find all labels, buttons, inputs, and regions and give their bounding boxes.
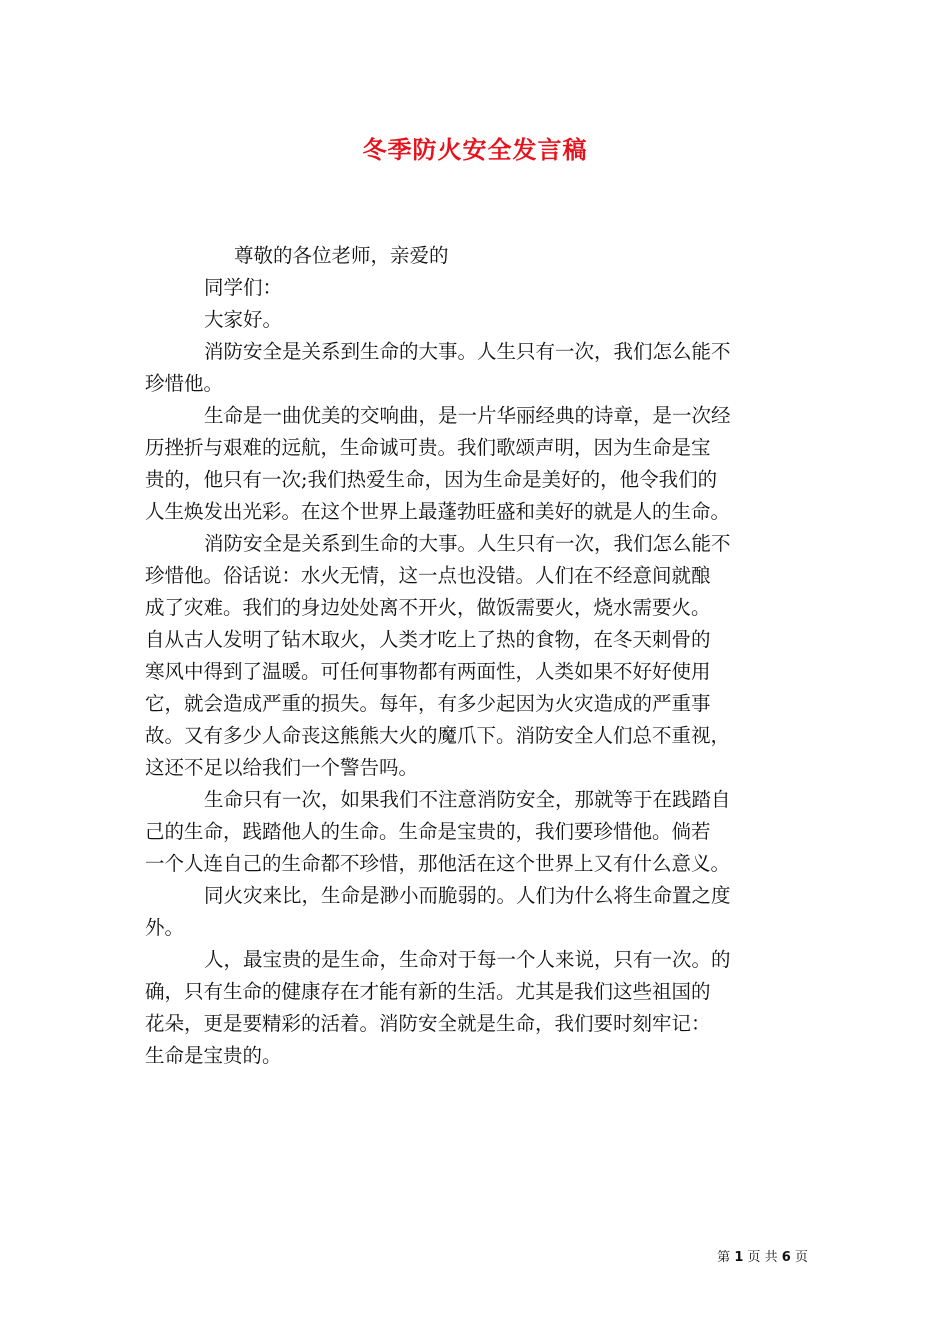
body-line: 它，就会造成严重的损失。每年，有多少起因为火灾造成的严重事	[145, 692, 711, 715]
body-line: 生命是宝贵的。	[145, 1044, 282, 1067]
body-line: 确，只有生命的健康存在才能有新的生活。尤其是我们这些祖国的	[145, 980, 711, 1003]
body-line: 珍惜他。	[145, 372, 224, 395]
document-body	[145, 240, 815, 1072]
footer-middle: 页 共	[747, 1250, 778, 1265]
footer-total-pages: 6	[781, 1250, 791, 1265]
body-line: 同学们：	[204, 276, 283, 299]
footer-page-number: 1	[734, 1250, 744, 1265]
body-line: 生命只有一次，如果我们不注意消防安全，那就等于在践踏自	[204, 788, 731, 811]
body-line: 寒风中得到了温暖。可任何事物都有两面性，人类如果不好好使用	[145, 660, 711, 683]
body-line: 历挫折与艰难的远航，生命诚可贵。我们歌颂声明，因为生命是宝	[145, 436, 711, 459]
body-line: 花朵，更是要精彩的活着。消防安全就是生命，我们要时刻牢记：	[145, 1012, 711, 1035]
body-line: 贵的，他只有一次;我们热爱生命，因为生命是美好的，他令我们的	[145, 468, 718, 491]
document-title: 冬季防火安全发言稿	[362, 135, 588, 164]
footer-prefix: 第	[717, 1250, 731, 1265]
body-line: 人生焕发出光彩。在这个世界上最蓬勃旺盛和美好的就是人的生命。	[145, 500, 731, 523]
body-line: 人，最宝贵的是生命，生命对于每一个人来说，只有一次。的	[204, 948, 731, 971]
body-line: 大家好。	[204, 308, 283, 331]
body-line: 消防安全是关系到生命的大事。人生只有一次，我们怎么能不	[204, 340, 731, 363]
footer-suffix: 页	[794, 1250, 808, 1265]
body-line: 成了灾难。我们的身边处处离不开火，做饭需要火，烧水需要火。	[145, 596, 711, 619]
page-footer	[717, 1246, 808, 1265]
body-line: 故。又有多少人命丧这熊熊大火的魔爪下。消防安全人们总不重视，	[145, 724, 731, 747]
body-line: 消防安全是关系到生命的大事。人生只有一次，我们怎么能不	[204, 532, 731, 555]
body-line: 自从古人发明了钻木取火，人类才吃上了热的食物，在冬天刺骨的	[145, 628, 711, 651]
body-line: 己的生命，践踏他人的生命。生命是宝贵的，我们要珍惜他。倘若	[145, 820, 711, 843]
body-line: 尊敬的各位老师，亲爱的	[234, 244, 449, 267]
body-line: 这还不足以给我们一个警告吗。	[145, 756, 419, 779]
body-line: 同火灾来比，生命是渺小而脆弱的。人们为什么将生命置之度	[204, 884, 731, 907]
body-line: 外。	[145, 916, 185, 939]
body-line: 一个人连自己的生命都不珍惜，那他活在这个世界上又有什么意义。	[145, 852, 731, 875]
body-line: 珍惜他。俗话说：水火无情，这一点也没错。人们在不经意间就酿	[145, 564, 711, 587]
body-line: 生命是一曲优美的交响曲，是一片华丽经典的诗章，是一次经	[204, 404, 731, 427]
